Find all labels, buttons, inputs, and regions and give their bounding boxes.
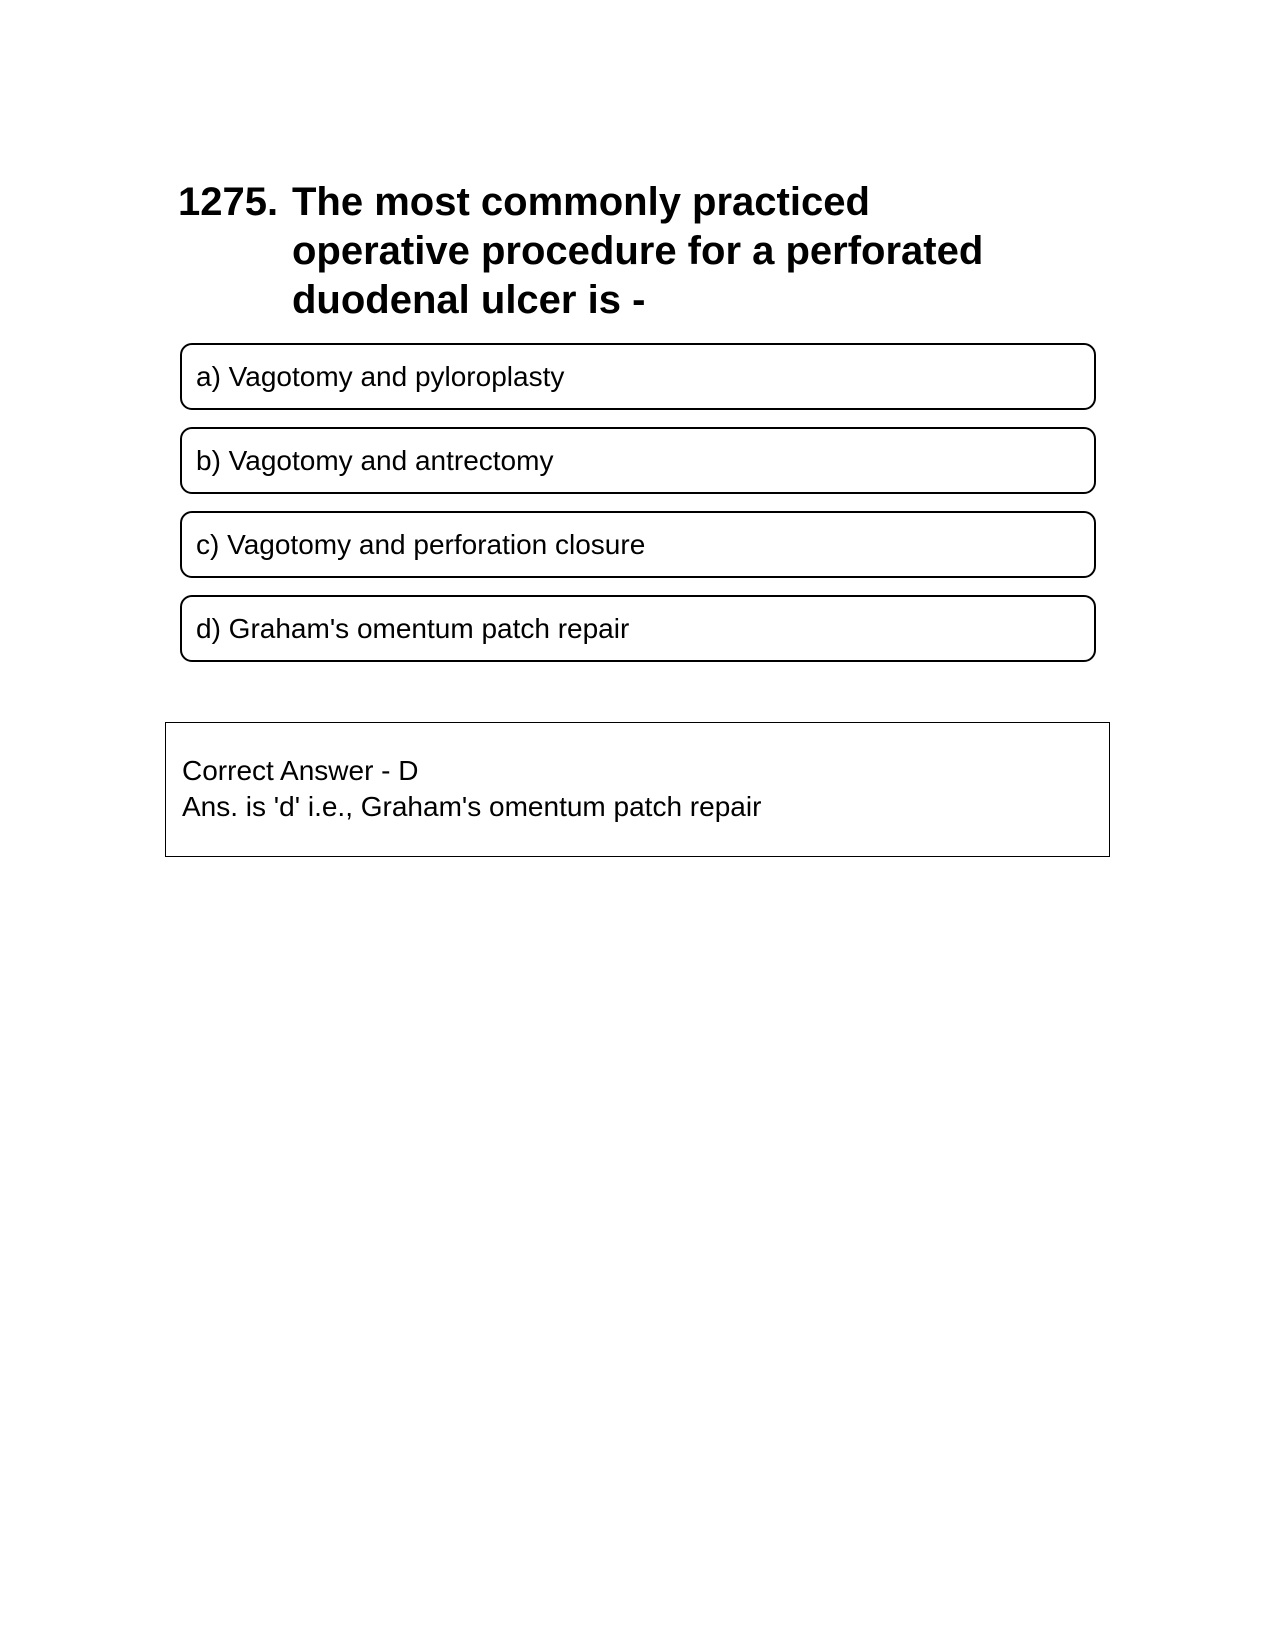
- option-c[interactable]: c) Vagotomy and perforation closure: [180, 511, 1096, 578]
- correct-answer: Correct Answer - D: [182, 755, 419, 786]
- question-text: The most commonly practiced operative procedure for a perforated duodenal ulcer is -: [292, 180, 984, 322]
- answer-box: [165, 722, 1110, 857]
- answer-explanation: Ans. is 'd' i.e., Graham's omentum patch repair: [182, 791, 762, 822]
- option-d[interactable]: d) Graham's omentum patch repair: [180, 595, 1096, 662]
- question-block: [178, 178, 1098, 325]
- question-number: 1275.: [178, 180, 279, 224]
- option-a[interactable]: a) Vagotomy and pyloroplasty: [180, 343, 1096, 410]
- option-b[interactable]: b) Vagotomy and antrectomy: [180, 427, 1096, 494]
